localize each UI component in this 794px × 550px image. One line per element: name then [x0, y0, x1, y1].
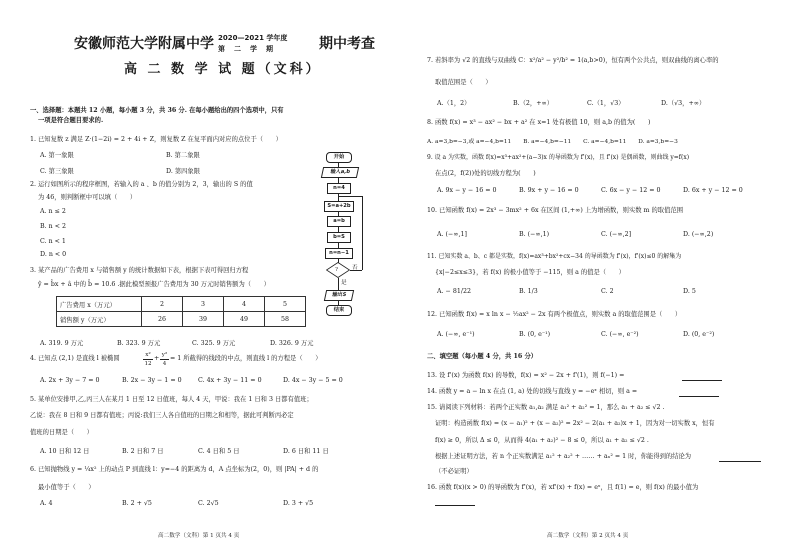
q4-frac1-den: 12 [144, 361, 152, 367]
q2-option-a: A. n ≤ 2 [40, 208, 66, 215]
q2-option-b: B. n < 2 [40, 223, 66, 230]
q2-stem: 2. 运行如图所示的程序框图，若输入的 a 、b 的值分别为 2，3，输出的 S 的值 [30, 181, 253, 188]
q3-option-d: D. 326. 9 万元 [270, 340, 314, 347]
q8-options: A. a=3,b=−3,或 a=−4,b=11 B. a=−4,b=−11 C. a=−4,b=11 D. a=3,b=−3 [427, 139, 678, 145]
q13-answer-blank[interactable] [682, 372, 722, 381]
section1-heading-cont: 一项是符合题目要求的. [38, 117, 104, 124]
q10-option-a: A. (−∞,1] [437, 231, 467, 238]
flow-start: 开始 [326, 152, 352, 163]
q16-stem: 16. 函数 f(x)(x > 0) 的导函数为 f'(x)，若 xf'(x) + f(x) = eˣ，且 f(1) = e，则 f(x) 的最小值为 [427, 484, 699, 491]
q1-option-c: C. 第三象限 [40, 168, 74, 175]
q4-frac1-num: x² [145, 352, 151, 358]
q15-line5: （不必证明） [435, 468, 473, 475]
q10-option-b: B. (−∞,1) [519, 231, 550, 238]
q10-option-d: D. (−∞,2) [683, 231, 714, 238]
q4-stem: 4. 已知点 (2,1) 是直线 l 被椭圆 [30, 355, 120, 362]
q7-stem: 7. 若斜率为 √2 的直线与双曲线 C：x²/a² − y²/b² = 1(a,b>0)，恒有两个公共点，则双曲线的离心率的 [427, 57, 719, 64]
q12-stem: 12. 已知函数 f(x) = x ln x − ½ax² − 2x 有两个极值点，则实数 a 的取值范围是（ ） [427, 311, 682, 318]
q15-line2: 证明：构造函数 f(x) = (x − a₁)² + (x − a₂)² = 2x² − 2(a₁ + a₂)x + 1，因为对一切实数 x，恒有 [435, 420, 715, 427]
q12-option-a: A. (−∞, e⁻¹) [437, 331, 475, 338]
q9-stem: 9. 设 a 为实数，函数 f(x)=x³+ax²+(a−3)x 的导函数为 f'(x)，且 f'(x) 是偶函数，则曲线 y=f(x) [427, 154, 690, 161]
q11-stem-cont: {x|−2≤x≤3}，若 f(x) 的极小值等于 −115，则 a 的值是（ ） [435, 269, 625, 276]
q10-option-c: C. (−∞,2] [601, 231, 632, 238]
q5-stem-cont: 乙说：我在 8 日和 9 日都有值班；丙说:我们三人各自值班的日期之和相等，据此可判断丙必定 [30, 412, 294, 419]
q5-stem: 5. 某单位安排甲,乙,丙三人在某月 1 日至 12 日值班，每人 4 天，甲说：我在 1 日和 3 日都有值班； [30, 396, 313, 403]
q1-stem: 1. 已知复数 z 满足 Z·(1−2i) = 2 + 4i + Z，则复数 Z 在复平面内对应的点位于（ ） [30, 136, 282, 143]
q2-stem-cont: 为 46，则判断框中可以填（ ） [38, 194, 137, 201]
school-year: 2020—2021 学年度 [218, 34, 288, 42]
q4-option-d: D. 4x − 3y − 5 = 0 [283, 377, 343, 384]
q11-option-c: C. 2 [601, 288, 614, 295]
q6-option-c: C. 2√5 [198, 500, 219, 507]
flow-decision-label: ? [335, 267, 338, 273]
q3-option-c: C. 325. 9 万元 [192, 340, 236, 347]
q9-option-d: D. 6x + y − 12 = 0 [683, 187, 743, 194]
q15-answer-blank[interactable] [719, 453, 761, 462]
section2-heading: 二、填空题（每小题 4 分，共 16 分） [427, 353, 538, 360]
q6-option-d: D. 3 + √5 [283, 500, 314, 507]
q9-option-a: A. 9x − y − 16 = 0 [437, 187, 497, 194]
q4-option-c: C. 4x + 3y − 11 = 0 [198, 377, 262, 384]
q9-stem-cont: 在点(2，f(2))处的切线方程为( ) [435, 170, 536, 177]
q3-option-b: B. 323. 9 万元 [117, 340, 161, 347]
flow-no-label: 否 [352, 265, 358, 271]
footer-page2: 高二数学（文科）第 2 页共 4 页 [547, 533, 629, 539]
semester: 第 二 学 期 [218, 45, 274, 53]
right-page [397, 0, 794, 550]
q6-option-a: A. 4 [40, 500, 53, 507]
q4-stem-cont: = 1 所截得的线段的中点，则直线 l 的方程是（ ） [170, 355, 322, 362]
q5-option-d: D. 6 日和 11 日 [283, 448, 329, 455]
table-row: 广告费用 x（万元） 2 3 4 5 [57, 297, 306, 312]
q3-stem: 3. 某产品的广告费用 x 与销售额 y 的统计数据如下表，根据下表可得回归方程 [30, 267, 249, 274]
flow-init-n: n=4 [327, 183, 351, 194]
q7-option-b: B.（2，+∞） [513, 100, 554, 107]
school-name: 安徽师范大学附属中学 [74, 36, 214, 52]
q16-answer-blank[interactable] [435, 497, 475, 506]
q5-option-a: A. 10 日和 12 日 [40, 448, 90, 455]
q12-option-b: B. (0, e⁻¹) [519, 331, 551, 338]
flow-decision-diamond [326, 262, 350, 278]
q5-option-b: B. 2 日和 7 日 [122, 448, 164, 455]
flow-compute-s: S=a+2b [324, 201, 354, 212]
q7-option-d: D.（√3，+∞） [661, 100, 706, 107]
q1-option-b: B. 第二象限 [166, 152, 200, 159]
q15-line3: f(x) ≥ 0，所以 Δ ≤ 0，从而得 4(a₁ + a₂)² − 8 ≤ 0，所以 a₁ + a₂ ≤ √2 . [435, 437, 649, 444]
section1-heading: 一、选择题：本题共 12 小题，每小题 3 分，共 36 分. 在每小题给出的四个选项中，只有 [30, 107, 284, 114]
q11-option-b: B. 1/3 [519, 288, 538, 295]
q12-option-c: C. (−∞, e⁻²) [601, 331, 639, 338]
flow-assign-b: b=S [327, 232, 351, 243]
q14-stem: 14. 函数 y = a − ln x 在点 (1, a) 处的切线与直线 y = −eˣ 相切，则 a = [427, 388, 638, 395]
q14-answer-blank[interactable] [679, 388, 719, 397]
q4-frac2-den: 4 [162, 361, 167, 367]
q7-option-c: C.（1，√3） [587, 100, 625, 107]
q2-option-d: D. n < 0 [40, 251, 67, 258]
flow-assign-a: a=b [327, 216, 351, 227]
q6-stem-cont: 最小值等于（ ） [38, 484, 95, 491]
q11-option-d: D. 5 [683, 288, 696, 295]
q6-option-b: B. 2 + √5 [122, 500, 152, 507]
footer-page1: 高二数学（文科）第 1 页共 4 页 [158, 533, 240, 539]
q3-data-table [56, 296, 306, 327]
table-row: 销售额 y（万元） 26 39 49 58 [57, 312, 306, 327]
q7-option-a: A.（1，2） [437, 100, 471, 107]
q12-option-d: D. (0, e⁻²) [683, 331, 715, 338]
q1-option-a: A. 第一象限 [40, 152, 74, 159]
q10-stem: 10. 已知函数 f(x) = 2x³ − 3mx² + 6x 在区间 (1,+∞) 上为增函数，则实数 m 的取值范围 [427, 207, 683, 214]
page-title: 高 二 数 学 试 题（文科） [124, 62, 322, 77]
q7-stem-cont: 取值范围是（ ） [435, 79, 492, 86]
flow-decrement-n: n=n−1 [325, 248, 353, 259]
q15-line1: 15. 请阅读下列材料：若两个正实数 a₁,a₂ 满足 a₁² + a₂² = 1，那么 a₁ + a₂ ≤ √2 . [427, 404, 665, 411]
q6-stem: 6. 已知抛物线 y = ¼x² 上的动点 P 到直线 l：y=−4 的距离为 d，A 点坐标为(2，0)，则 |PA| + d 的 [30, 466, 319, 473]
q13-stem: 13. 设 f'(x) 为函数 f(x) 的导数，f(x) = x² − 2x + f'(1)，则 f(−1) = [427, 372, 625, 379]
flow-input: 输入a,b [321, 167, 359, 178]
q11-option-a: A. − 81/22 [437, 288, 471, 295]
q3-option-a: A. 319. 9 万元 [40, 340, 84, 347]
q5-option-c: C. 4 日和 5 日 [198, 448, 240, 455]
q9-option-b: B. 9x + y − 16 = 0 [519, 187, 579, 194]
q9-option-c: C. 6x − y − 12 = 0 [601, 187, 661, 194]
q2-option-c: C. n < 1 [40, 238, 66, 245]
q5-stem-cont2: 值班的日期是（ ） [30, 429, 93, 436]
left-page: 安徽师范大学附属中学 2020—2021 学年度 第 二 学 期 期中考查 高 二 数 学 试 题（文科） 一、选择题：本题共 12 小题，每小题 3 分，共 36 分. 在每小题给出的四个选项中，只有 一项是符合题目要求的. 1. 已知复数 z 满足 Z·(1−2i) = 2 + 4i + Z，则复数 Z 在复平面内对应的点位于（ ） A. 第一象限 B. 第二象限 C. 第三象限 D. 第四象限 2. 运行如图所示的程序框图，若输入的 a 、b 的值分别为 2，3，输出的 S 的值 为 46，则判断框中可以填（ ） A. n ≤ 2 B. n < 2 C. n < 1 D. n < 0 开始 输入a,b n=4 S=a+2b a=b b=S n=n−1 ? 是 否 输出S 结束 3. 某产品的广告费用 x 与销售额 y 的统计数据如下表，根据下表可得回归方程 ŷ = b̂x + â 中的 b̂ = 10.6 .据此模型预报广告费用为 30 万元时销售额为（ ） 广告费用 x（万元） 2 3 4 5 销售额 y（万元） 26 39 49 58 A. 319. 9 万元 B. 323. 9 万元 C. 325. 9 万元 D. 326. 9 万元 4. 已知点 (2,1) 是直线 l 被椭圆 x² 12 + y² 4 = 1 所截得的线段的中点，则直线 l 的方程是（ ） A. 2x + 3y − 7 = 0 B. 2x − 3y − 1 = 0 C. 4x + 3y − 11 = 0 D. 4x − 3y − 5 = 0 5. 某单位安排甲,乙,丙三人在某月 1 日至 12 日值班，每人 4 天，甲说：我在 1 日和 3 日都有值班； 乙说：我在 8 日和 9 日都有值班；丙说:我们三人各自值班的日期之和相等，据此可判断丙必定 值班的日期是（ ） A. 10 日和 12 日 B. 2 日和 7 日 C. 4 日和 5 日 D. 6 日和 11 日 6. 已知抛物线 y = ¼x² 上的动点 P 到直线 l：y=−4 的距离为 d，A 点坐标为(2，0)，则 |PA| + d 的 最小值等于（ ） A. 4 B. 2 + √5 C. 2√5 D. 3 + √5 高二数学（文科）第 1 页共 4 页 [30, 34, 375, 539]
q15-line4: 根据上述证明方法，若 n 个正实数满足 a₁² + a₂² + …… + aₙ² = 1 时，你能得到的结论为 [435, 453, 692, 460]
q4-frac2-num: y² [161, 352, 168, 358]
flow-end: 结束 [326, 305, 352, 316]
q3-stem-cont: ŷ = b̂x + â 中的 b̂ = 10.6 .据此模型预报广告费用为 30 万元时销售额为（ ） [38, 281, 270, 288]
q11-stem: 11. 已知实数 a、b、c 都是实数，f(x)=ax³+bx²+cx−34 的导函数为 f'(x)，f'(x)≤0 的解集为 [427, 253, 682, 260]
q8-stem: 8. 函数 f(x) = x³ − ax² − bx + a² 在 x=1 处有极值 10，则 a,b 的值为( ) [427, 119, 651, 126]
flow-output: 输出S [324, 290, 354, 301]
q1-option-d: D. 第四象限 [166, 168, 201, 175]
q4-option-a: A. 2x + 3y − 7 = 0 [40, 377, 100, 384]
exam-name: 期中考查 [319, 36, 375, 52]
flow-yes-label: 是 [341, 280, 347, 286]
q4-option-b: B. 2x − 3y − 1 = 0 [122, 377, 182, 384]
